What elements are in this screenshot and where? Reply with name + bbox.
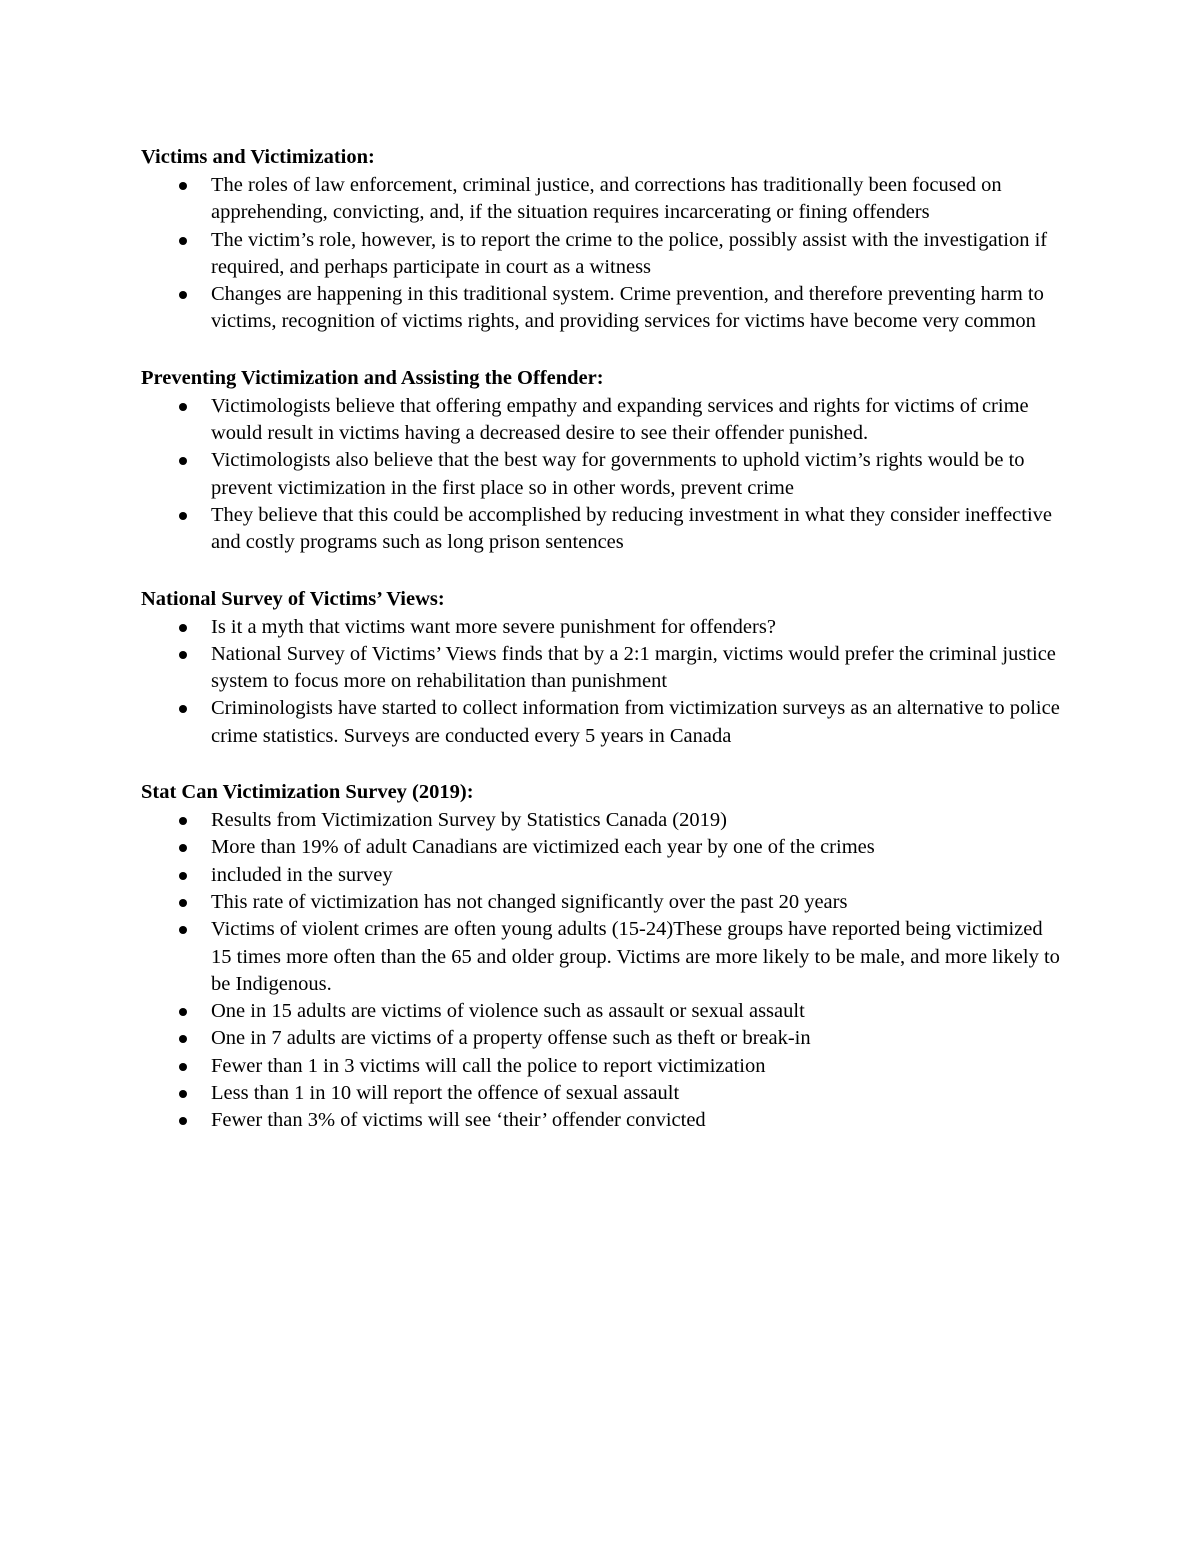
section-victims-and-victimization	[141, 142, 1061, 336]
bullet-icon	[179, 291, 187, 299]
list-item	[141, 641, 1061, 696]
list-item	[141, 862, 1061, 889]
bullet-icon	[179, 651, 187, 659]
list-item	[141, 916, 1061, 998]
list-item-text: Victims of violent crimes are often young adults (15-24)These groups have reported being victimized 15 times more often than the 65 and older group. Victims are more likely to be male, and more likely to be Indigenous.	[211, 918, 1060, 995]
list-item-text: More than 19% of adult Canadians are victimized each year by one of the crimes	[211, 836, 875, 859]
list-item-text: Results from Victimization Survey by Statistics Canada (2019)	[211, 809, 727, 832]
document-body	[141, 142, 1061, 1162]
list-item	[141, 227, 1061, 282]
list-item	[141, 1053, 1061, 1080]
bullet-icon	[179, 624, 187, 632]
list-item	[141, 1107, 1061, 1134]
bullet-list	[141, 172, 1061, 336]
bullet-list	[141, 807, 1061, 1135]
list-item	[141, 1080, 1061, 1107]
list-item	[141, 502, 1061, 557]
bullet-icon	[179, 1117, 187, 1125]
bullet-icon	[179, 1090, 187, 1098]
list-item	[141, 281, 1061, 336]
bullet-icon	[179, 1063, 187, 1071]
list-item	[141, 889, 1061, 916]
list-item-text: This rate of victimization has not changed significantly over the past 20 years	[211, 890, 848, 913]
list-item-text: Criminologists have started to collect information from victimization surveys as an alternative to police crime statistics. Surveys are conducted every 5 years in Canada	[211, 697, 1060, 747]
list-item-text: One in 15 adults are victims of violence such as assault or sexual assault	[211, 1000, 805, 1023]
list-item	[141, 614, 1061, 641]
bullet-icon	[179, 844, 187, 852]
section-heading: Victims and Victimization:	[141, 146, 375, 168]
list-item	[141, 393, 1061, 448]
bullet-icon	[179, 926, 187, 934]
bullet-icon	[179, 512, 187, 520]
list-item-text: Changes are happening in this traditional system. Crime prevention, and therefore preventing harm to victims, recognition of victims rights, and providing services for victims have become very common	[211, 283, 1044, 333]
bullet-list	[141, 614, 1061, 750]
bullet-icon	[179, 403, 187, 411]
list-item-text: One in 7 adults are victims of a property offense such as theft or break-in	[211, 1027, 811, 1050]
list-item-text: They believe that this could be accomplished by reducing investment in what they consider ineffective and costly programs such as long prison sentences	[211, 503, 1053, 554]
list-item	[141, 834, 1061, 861]
list-item-text: The roles of law enforcement, criminal justice, and corrections has traditionally been focused on apprehending, convicting, and, if the situation requires incarcerating or fining offenders	[211, 174, 1002, 224]
bullet-icon	[179, 872, 187, 880]
list-item	[141, 1025, 1061, 1052]
bullet-icon	[179, 1008, 187, 1016]
list-item-text: Victimologists believe that offering empathy and expanding services and rights for victims of crime would result in victims having a decreased desire to see their offender punished.	[211, 394, 1029, 445]
list-item-text: Fewer than 1 in 3 victims will call the police to report victimization	[211, 1054, 766, 1077]
list-item	[141, 447, 1061, 502]
section-heading: National Survey of Victims’ Views:	[141, 587, 445, 610]
list-item	[141, 172, 1061, 227]
bullet-icon	[179, 457, 187, 465]
section-stat-can-survey	[141, 777, 1061, 1135]
section-national-survey	[141, 584, 1061, 750]
bullet-icon	[179, 182, 187, 190]
section-preventing-victimization	[141, 363, 1061, 557]
bullet-icon	[179, 1035, 187, 1043]
list-item-text: Less than 1 in 10 will report the offence of sexual assault	[211, 1082, 680, 1105]
list-item	[141, 998, 1061, 1025]
list-item-text: Fewer than 3% of victims will see ‘their’ offender convicted	[211, 1109, 706, 1132]
bullet-icon	[179, 237, 187, 245]
bullet-icon	[179, 705, 187, 713]
list-item-text: included in the survey	[211, 863, 393, 886]
section-heading: Preventing Victimization and Assisting the Offender:	[141, 366, 604, 389]
section-heading: Stat Can Victimization Survey (2019):	[141, 781, 474, 804]
bullet-list	[141, 393, 1061, 557]
list-item	[141, 695, 1061, 750]
bullet-icon	[179, 817, 187, 825]
list-item-text: Victimologists also believe that the best way for governments to uphold victim’s rights would be to prevent victimization in the first place so in other words, prevent crime	[211, 449, 1025, 499]
bullet-icon	[179, 899, 187, 907]
list-item	[141, 807, 1061, 834]
list-item-text: Is it a myth that victims want more severe punishment for offenders?	[211, 615, 776, 638]
list-item-text: National Survey of Victims’ Views finds that by a 2:1 margin, victims would prefer the criminal justice system to focus more on rehabilitation than punishment	[211, 642, 1056, 693]
list-item-text: The victim’s role, however, is to report the crime to the police, possibly assist with the investigation if required, and perhaps participate in court as a witness	[211, 228, 1048, 278]
